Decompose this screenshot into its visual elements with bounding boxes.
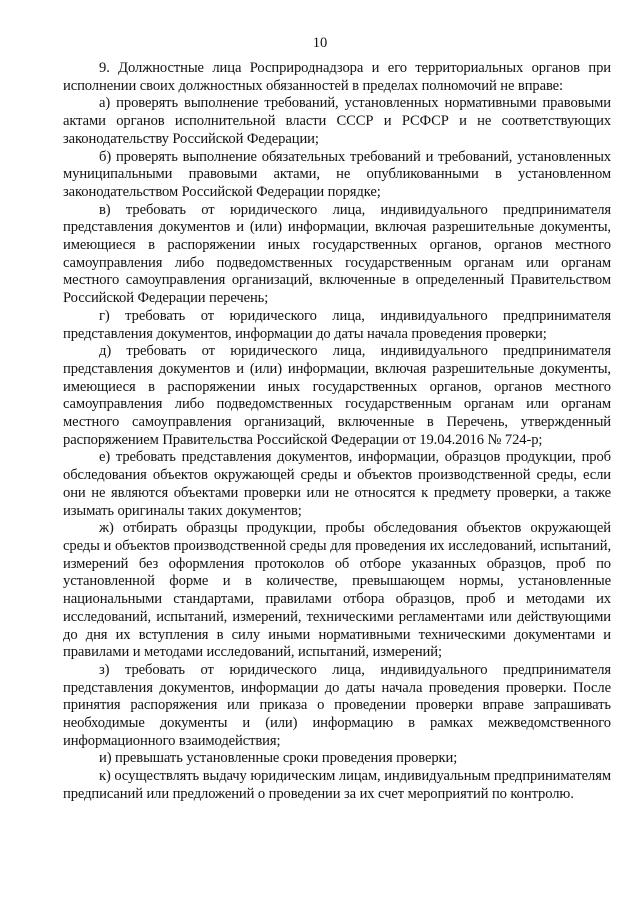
- paragraph-item-g: г) требовать от юридического лица, индивидуального предпринимателя представления документов, информации до даты начала проведения проверки;: [63, 307, 611, 342]
- paragraph-item-z: з) требовать от юридического лица, индивидуального предпринимателя представления документов, информации до даты начала проведения проверки. После принятия распоряжения или приказа о проведении проверки вправе запрашивать необходимые документы и (или) информацию в рамках межведомственного информационного взаимодействия;: [63, 661, 611, 749]
- page-number: 10: [312, 35, 328, 51]
- paragraph-item-i: и) превышать установленные сроки проведения проверки;: [99, 750, 458, 767]
- paragraph-item-k: к) осуществлять выдачу юридическим лицам, индивидуальным предпринимателям предписаний или предложений о проведении за их счет мероприятий по контролю.: [63, 768, 611, 802]
- paragraph-9-intro: 9. Должностные лица Росприроднадзора и его территориальных органов при исполнении своих должностных обязанностей в пределах полномочий не вправе:: [63, 60, 611, 94]
- paragraph-item-v: в) требовать от юридического лица, индивидуального предпринимателя представления документов и (или) информации, включая разрешительные документы, имеющиеся в распоряжении иных государственных органов, органов местного самоуправления либо подведомственных государственным органам или органам местного самоуправления организаций, включенные в определенный Правительством Российской Федерации перечень;: [63, 201, 611, 307]
- paragraph-item-zh: ж) отбирать образцы продукции, пробы обследования объектов окружающей среды и объектов производственной среды для проведения их исследований, испытаний, измерений без оформления протоколов об отборе указанных образцов, проб по установленной форме и в количестве, превышающем нормы, установленные национальными стандартами, правилами отбора образцов, проб и методами их исследований, испытаний, измерений, техническими регламентами или действующими до дня их вступления в силу иными нормативными техническими документами и правилами и методами исследований, испытаний, измерений;: [63, 520, 611, 661]
- paragraph-item-e: е) требовать представления документов, информации, образцов продукции, проб обследования объектов окружающей среды и объектов производственной среды, если они не являются объектами проверки или не относятся к предмету проверки, а также изымать оригиналы таких документов;: [63, 449, 611, 519]
- paragraph-item-b: б) проверять выполнение обязательных требований и требований, установленных муниципальными правовыми актами, не опубликованными в установленном законодательством Российской Федерации порядке;: [63, 148, 611, 200]
- document-body: [63, 60, 611, 804]
- paragraph-item-a: а) проверять выполнение требований, установленных нормативными правовыми актами органов исполнительной власти СССР и РСФСР и не соответствующих законодательству Российской Федерации;: [63, 95, 611, 147]
- paragraph-item-d: д) требовать от юридического лица, индивидуального предпринимателя представления документов и (или) информации, включая разрешительные документы, имеющиеся в распоряжении иных государственных органов, органов местного самоуправления либо подведомственных государственным органам или органам местного самоуправления организаций, включенные в Перечень, утвержденный распоряжением Правительства Российской Федерации от 19.04.2016 № 724-р;: [63, 343, 611, 448]
